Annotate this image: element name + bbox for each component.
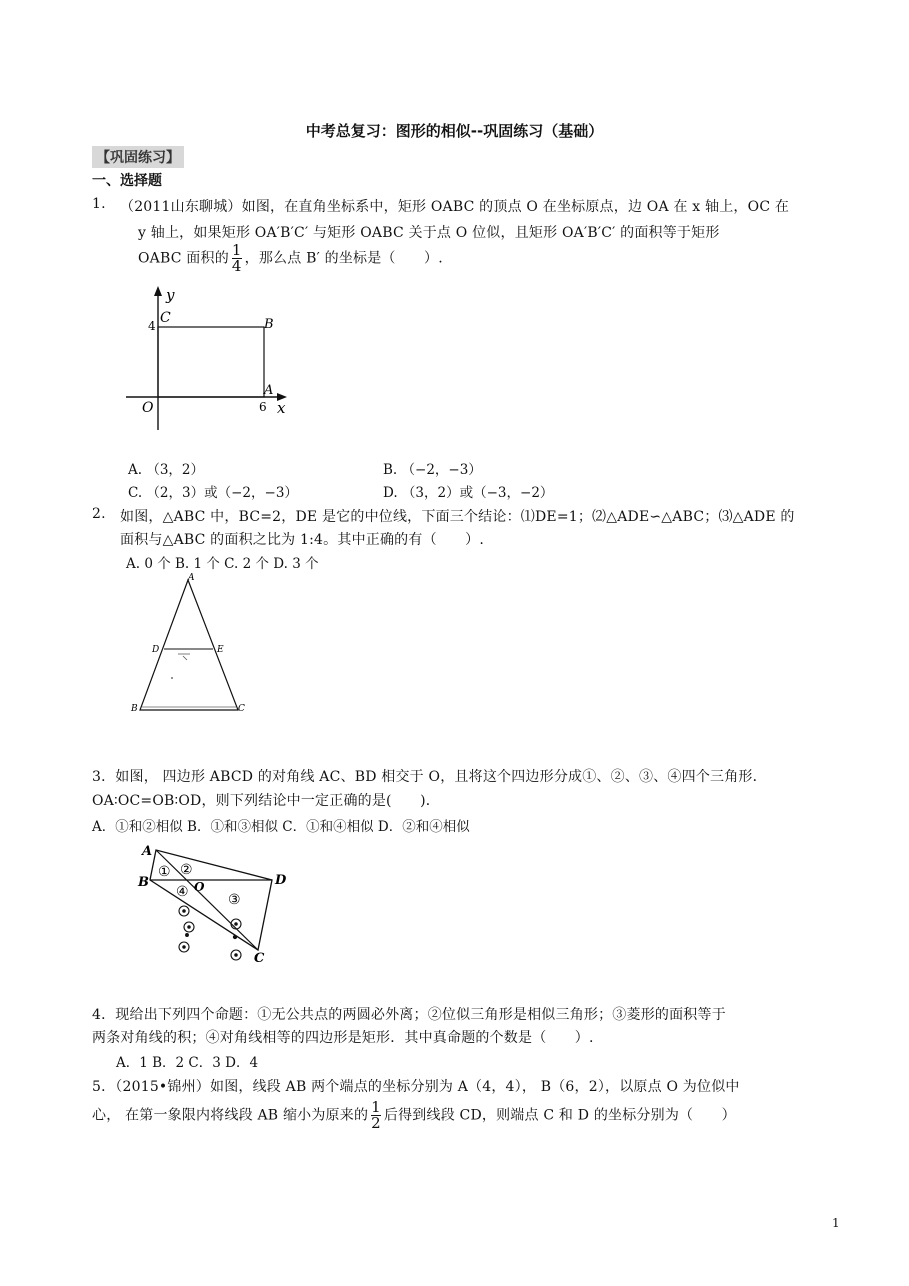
section-badge: 【巩固练习】	[92, 146, 184, 168]
q1-rectangle	[158, 327, 264, 397]
q1-number: 1.	[92, 196, 106, 212]
q5-frac-num: 1	[371, 1098, 381, 1116]
q1-option-b: B. （−2，−3）	[383, 462, 482, 478]
q5-line1: 5．（2015•锦州）如图，线段 AB 两个端点的坐标分别为 A（4，4）， B（6，2），以原点 O 为位似中	[92, 1079, 740, 1095]
q1-c-label: C	[160, 310, 171, 326]
q1-option-a: A. （3，2）	[128, 462, 205, 478]
q3-options: A．①和②相似 B．①和③相似 C．①和④相似 D．②和④相似	[92, 819, 470, 835]
q5-line2	[92, 1100, 736, 1131]
q1-line2: y 轴上，如果矩形 OA′B′C′ 与矩形 OABC 关于点 O 位似，且矩形 OA′B′C′ 的面积等于矩形	[138, 225, 720, 241]
q1-line1: （2011山东聊城）如图，在直角坐标系中，矩形 OABC 的顶点 O 在坐标原点，边 OA 在 x 轴上，OC 在	[120, 199, 790, 215]
q3-o-label: O	[194, 880, 205, 894]
q2-a-label: A	[188, 573, 195, 583]
q1-line3-start: OABC 面积的	[138, 250, 229, 267]
q3-c-label: C	[254, 951, 265, 966]
page-title: 中考总复习：图形的相似--巩固练习（基础）	[305, 122, 604, 140]
q5-line2-start: 心， 在第一象限内将线段 AB 缩小为原来的	[92, 1107, 369, 1124]
q3-region-3: ③	[228, 892, 241, 908]
q2-e-label: E	[217, 645, 224, 655]
q2-c-label: C	[238, 704, 245, 714]
q3-b-label: B	[138, 875, 149, 890]
q3-region-4: ④	[176, 884, 189, 900]
q2-line2: 面积与△ABC 的面积之比为 1:4。其中正确的有（ ）.	[120, 532, 485, 548]
q1-origin-label: O	[142, 400, 154, 416]
q3-region-2: ②	[180, 862, 193, 878]
q3-a-label: A	[142, 844, 153, 859]
q3-d-label: D	[275, 873, 287, 888]
q1-y-label: y	[166, 286, 175, 304]
q1-a-label: A	[264, 383, 274, 398]
q1-y-arrow	[154, 286, 162, 296]
q1-x-tick: 6	[259, 400, 267, 414]
q4-line1: 4．现给出下列四个命题：①无公共点的两圆必外离；②位似三角形是相似三角形；③菱形的面积等于	[92, 1007, 726, 1023]
q1-line3	[138, 243, 443, 274]
q2-d-label: D	[152, 645, 160, 655]
q3-region-1: ①	[158, 864, 171, 880]
q3-line2: OA∶OC=OB∶OD，则下列结论中一定正确的是( )．	[92, 793, 440, 809]
q3-line1: 3．如图， 四边形 ABCD 的对角线 AC、BD 相交于 O，且将这个四边形分成①、②、③、④四个三角形．	[92, 769, 767, 785]
q1-option-c: C. （2，3）或（−2，−3）	[128, 485, 298, 501]
q2-figure	[128, 570, 253, 718]
q1-x-label: x	[277, 399, 286, 417]
q2-line1: 如图，△ABC 中，BC=2，DE 是它的中位线，下面三个结论：⑴DE=1；⑵△ADE∽△ABC；⑶△ADE 的	[120, 509, 795, 525]
q1-frac-num: 1	[231, 241, 242, 259]
q2-speck	[171, 677, 173, 679]
section-heading: 一、选择题	[92, 173, 162, 189]
q2-midline-mark	[178, 654, 190, 660]
q1-y-tick: 4	[148, 319, 156, 333]
q1-fraction	[232, 243, 242, 274]
q4-line2: 两条对角线的积；④对角线相等的四边形是矩形．其中真命题的个数是（ ）.	[92, 1030, 594, 1046]
q1-line3-end: ，那么点 B′ 的坐标是（ ）.	[244, 250, 443, 267]
page-number: 1	[832, 1216, 840, 1230]
q2-number: 2.	[92, 506, 106, 522]
q5-fraction	[371, 1100, 381, 1131]
q4-options: A．1 B．2 C．3 D．4	[116, 1055, 259, 1071]
q1-b-label: B	[264, 317, 274, 332]
q3-figure	[134, 838, 299, 968]
q5-line2-end: 后得到线段 CD，则端点 C 和 D 的坐标分别为（ ）	[383, 1107, 736, 1124]
q1-option-d: D. （3，2）或（−3，−2）	[383, 485, 554, 501]
q2-b-label: B	[131, 704, 138, 714]
q5-frac-den: 2	[371, 1114, 381, 1132]
q3-diagonal-ac	[156, 850, 258, 950]
q1-figure	[120, 282, 295, 432]
q1-frac-den: 4	[231, 257, 242, 275]
q2-options: A. 0 个 B. 1 个 C. 2 个 D. 3 个	[126, 556, 319, 572]
